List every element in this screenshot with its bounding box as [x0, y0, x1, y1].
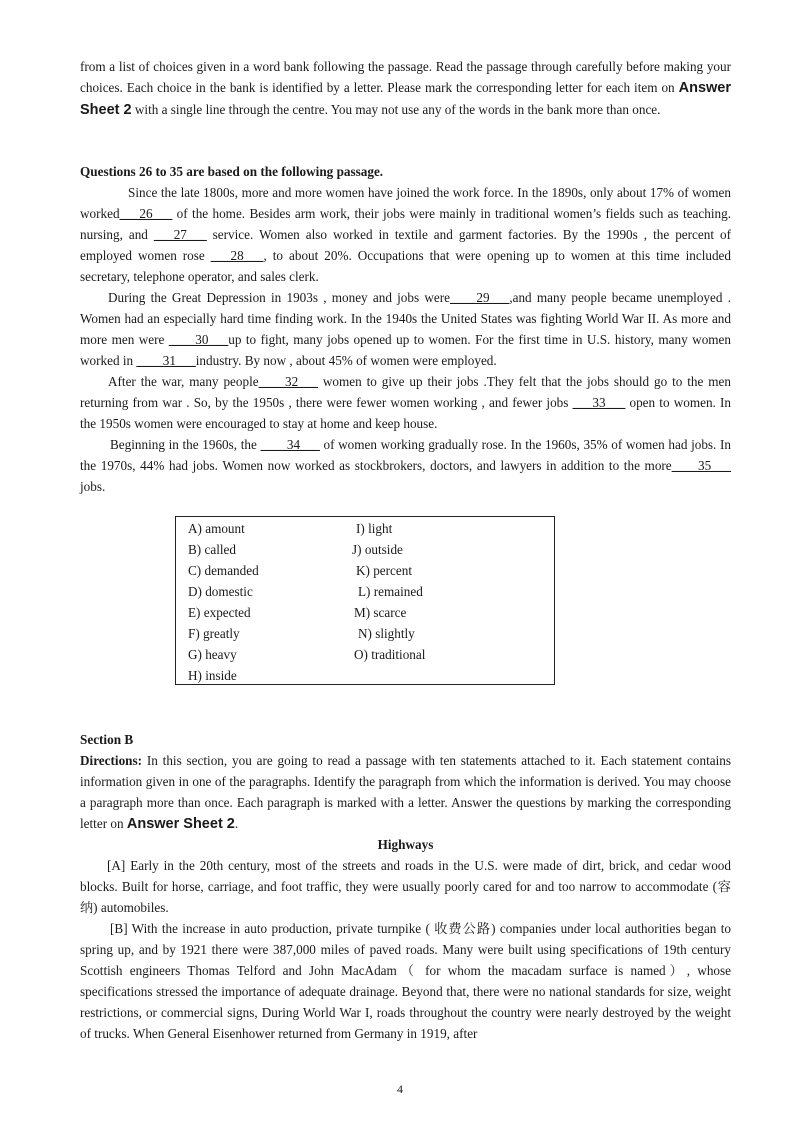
word-bank-item: L) remained — [358, 584, 423, 599]
directions-text-end: . — [234, 816, 239, 831]
word-bank-item: K) percent — [356, 563, 413, 578]
blank-26: ___26___ — [119, 206, 173, 221]
passage-paragraph-3 — [80, 371, 731, 434]
word-bank-item: H) inside — [188, 668, 237, 683]
word-bank-item: A) amount — [188, 521, 245, 536]
passage-paragraph-2 — [80, 287, 731, 371]
passage-text: Beginning in the 1960s, the — [110, 437, 261, 452]
passage-title: Highways — [377, 837, 434, 852]
word-bank-item: I) light — [356, 521, 393, 536]
blank-30: ____30___ — [168, 332, 229, 347]
answer-sheet-label: Answer Sheet 2 — [126, 816, 235, 832]
passage-text: open to women. In the 1950s women were encouraged to stay at home and keep house. — [80, 395, 731, 431]
questions-heading: Questions 26 to 35 are based on the following passage. — [80, 164, 384, 179]
section-b-directions — [80, 750, 731, 835]
blank-34: ____34___ — [260, 437, 320, 452]
passage-text: During the Great Depression in 1903s , money and jobs were — [108, 290, 450, 305]
section-b-title: Section B — [80, 732, 134, 747]
page-number: 4 — [397, 1082, 403, 1096]
paragraph-b: [B] With the increase in auto production, private turnpike ( 收费公路) companies under local authorities began to spring up, and by 1921 there were 387,000 miles of paved roads. Many were built using specifications of 19th century Scottish engineers Thomas Telford and John MacAdam（ for whom the macadam surface is named）, whose specifications stressed the importance of adequate drainage. Beyond that, there were no national standards for size, weight restrictions, or commercial signs, During World War I, roads throughout the country were nearly destroyed by the weight of trucks. When General Eisenhower returned from Germany in 1919, after — [80, 921, 731, 1041]
passage-text: service. Women also worked in textile and garment factories. By the 1990s , the percent of employed women rose — [80, 227, 731, 263]
passage-text: , to about 20%. Occupations that were opening up to women at this time included secretary, telephone operator, and sales clerk. — [80, 248, 731, 284]
directions-text: In this section, you are going to read a passage with ten statements attached to it. Each statement contains information given in one of the paragraphs. Identify the paragraph from which the information is derived. You may choose a paragraph more than once. Each paragraph is marked with a letter. Answer the questions by marking the corresponding letter on — [80, 753, 731, 831]
passage-text: up to fight, many jobs opened up to women. For the first time in U.S. history, many women worked in — [80, 332, 731, 368]
intro-paragraph — [80, 56, 731, 121]
passage-text: industry. By now , about 45% of women were employed. — [195, 353, 497, 368]
passage-text: women to give up their jobs .They felt that the jobs should go to the men returning from war . So, by the 1950s , there were fewer women working , and fewer jobs — [80, 374, 732, 410]
word-bank-item: G) heavy — [188, 647, 237, 662]
word-bank-item: B) called — [188, 542, 236, 557]
passage-text: of the home. Besides arm work, their jobs were mainly in traditional women’s fields such as teaching. nursing, and — [80, 206, 731, 242]
blank-31: ____31___ — [136, 353, 196, 368]
passage-paragraph-4 — [80, 434, 731, 497]
intro-text-end: with a single line through the centre. You may not use any of the words in the bank more than once. — [131, 102, 661, 117]
blank-35: ____35___ — [671, 458, 731, 473]
passage-paragraph-1 — [80, 182, 731, 287]
passage-text: jobs. — [80, 479, 106, 494]
word-bank-item: F) greatly — [188, 626, 240, 641]
word-bank-item: D) domestic — [188, 584, 253, 599]
paragraph-a: [A] Early in the 20th century, most of the streets and roads in the U.S. were made of dirt, brick, and cedar wood blocks. Built for horse, carriage, and foot traffic, they were usually poorly cared for and too narrow to accommodate (容纳) automobiles. — [80, 858, 731, 915]
blank-29: ____29___ — [449, 290, 510, 305]
passage-text: ,and many people became unemployed . Women had an especially hard time finding work. In the 1940s the United States was fighting World War II. As more and more men were — [80, 290, 731, 347]
word-bank-item: N) slightly — [358, 626, 415, 641]
passage-text: of women working gradually rose. In the 1960s, 35% of women had jobs. In the 1970s, 44% had jobs. Women now worked as stockbrokers, doctors, and lawyers in addition to the more — [80, 437, 731, 473]
directions-label: Directions: — [80, 753, 143, 768]
blank-27: ___27___ — [153, 227, 207, 242]
word-bank-item: J) outside — [352, 542, 403, 557]
word-bank-item: E) expected — [188, 605, 251, 620]
intro-text: from a list of choices given in a word bank following the passage. Read the passage through carefully before making your choices. Each choice in the bank is identified by a letter. Please mark the corresponding letter for each item on — [80, 59, 731, 95]
passage-text: Since the late 1800s, more and more women have joined the work force. In the 1890s, only about 17% of women worked — [80, 185, 731, 221]
blank-32: ____32___ — [258, 374, 318, 389]
word-bank-item: O) traditional — [354, 647, 426, 662]
word-bank — [175, 516, 555, 685]
blank-28: ___28___ — [210, 248, 264, 263]
blank-33: ___33___ — [572, 395, 626, 410]
answer-sheet-label: Answer Sheet 2 — [80, 80, 731, 118]
word-bank-item: M) scarce — [354, 605, 407, 620]
word-bank-item: C) demanded — [188, 563, 259, 578]
passage-text: After the war, many people — [108, 374, 259, 389]
